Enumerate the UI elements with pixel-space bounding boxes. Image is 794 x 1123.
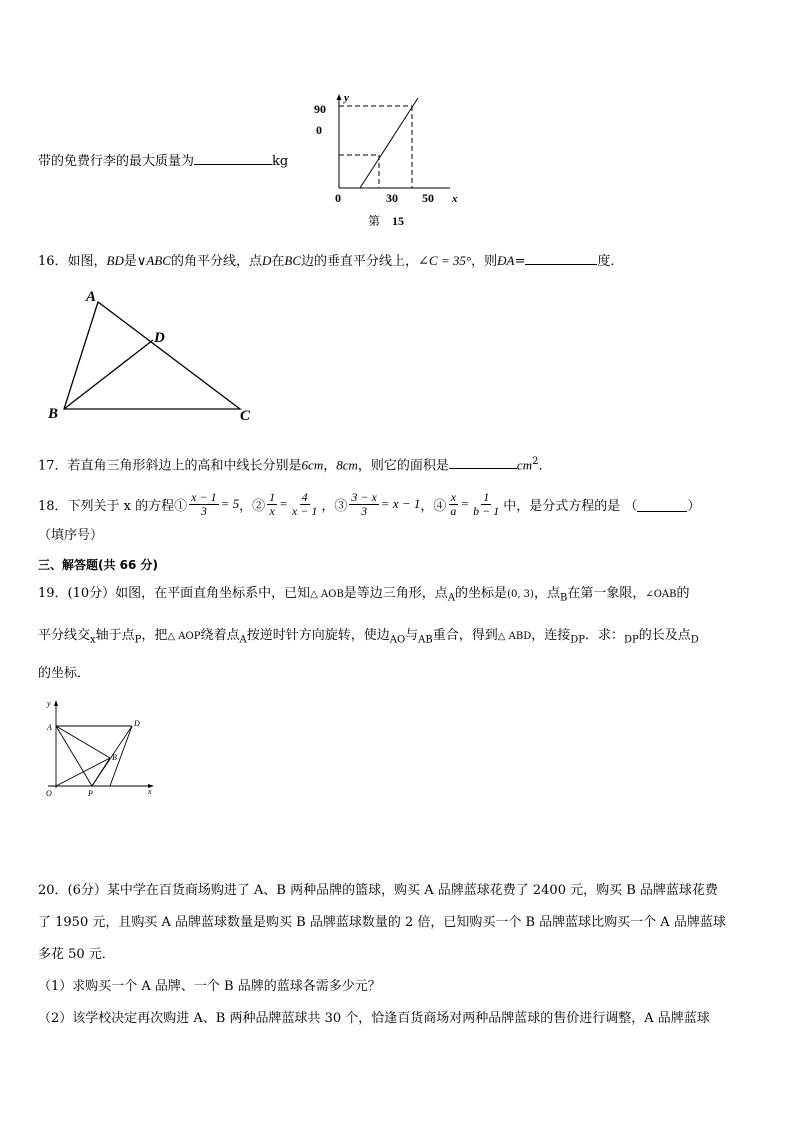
q18-prefix: 18．下列关于 x 的方程① [38,498,188,514]
q18-eq4-rfrac [471,491,501,518]
q19-fig-label-o: O [46,789,52,798]
q16-angle-c: ∠C = 35° [418,253,472,268]
q17-end: ． [538,458,552,474]
q16-t7: 度． [597,254,624,269]
q20-line3: 多花 50 元． [38,947,115,962]
q18-line2: （填序号） [38,528,104,543]
q19-point-d: D [690,634,699,646]
q19-fig-ab [56,726,110,758]
q19-segment-dp2: DP [624,634,639,646]
q15-graph-x-tick-0: 0 [335,191,341,205]
q15-graph-line [360,98,418,188]
q20-part1: （1）求购买一个 A 品牌、一个 B 品牌的蓝球各需多少元？ [38,979,381,994]
q19-l2h: ，连接 [531,628,571,643]
q19-l1a: 19．(10分）如图，在平面直角坐标系中，已知 [38,586,311,601]
q19-l1f: 的 [676,586,690,601]
q19-line2 [38,627,699,650]
q16-label-a: A [86,289,97,305]
q19-triangle-abd: △ ABD [497,631,532,642]
q16-answer-blank [525,250,597,265]
q16-bd: BD [106,253,124,268]
q16-triangle: ∨ABC [136,253,171,268]
q18-m2: ，② [239,498,266,514]
q18-eq1-rhs: = 5 [220,496,240,511]
q16-d: D [262,253,272,268]
q15-text [38,150,288,171]
q18-m4: ，④ [420,498,447,514]
q19-line1 [38,585,690,608]
q20-part2: （2）该学校决定再次购进 A、B 两种品牌蓝球共 30 个，恰逢百货商场对两种品牌蓝球的售价进行调整，A 品牌蓝球 [38,1011,710,1026]
q19-l2c: ，把 [141,628,168,643]
q15-graph-y-tick-90: 90 [314,102,326,116]
q19-l2j: 的长及点 [638,628,691,643]
q16-bc: BC [284,253,302,268]
q19-l2e: 按逆时针方向旋转，使边 [246,628,390,643]
q18-eq2-rfrac [290,491,319,518]
q19-x: x [90,634,96,646]
q20-line1: 20．(6分）某中学在百货商场购进了 A、B 两种品牌的篮球，购买 A 品牌蓝球花费了 2400 元，购买 B 品牌蓝球花费 [38,883,718,898]
q19-point-p: P [134,634,142,646]
q16-figure [40,282,270,432]
q17-sep: ， [323,458,337,474]
q19-fig-y-arrow [54,700,58,706]
q18-eq4-lfrac [448,491,458,518]
q16-triangle-abc [64,302,240,409]
q19-triangle-aob: △ AOB [310,589,344,600]
q19-fig-label-p: P [88,789,93,798]
q16-label-b: B [48,406,59,422]
q16-t6: = [514,254,526,269]
q17-v1: 6cm [301,457,324,473]
q16-text [38,250,623,271]
q18-eq1-fraction [189,491,218,518]
q19-fig-label-b: B [112,753,117,762]
q15-graph-x-label: x [452,193,458,205]
q18-eq2-eq: = [279,496,288,511]
q16-t5: ，则 [471,254,498,269]
q19-line3: 的坐标． [38,666,91,681]
q17-text2: ，则它的面积是 [357,458,449,474]
q15-graph-caption-a: 第 [368,214,381,228]
q16-t2: 的角平分线，点 [170,254,262,269]
q16-segment-bd [64,340,153,409]
q16-label-d: D [154,330,165,346]
q18-eq3-fraction [349,491,378,518]
q15-graph-x-tick-50: 50 [422,191,434,205]
q19-fig-ob [56,758,110,786]
q19-l2b: 轴于点 [95,628,135,643]
q19-l2a: 平分线交 [38,628,91,643]
q15-graph-y-label: y [344,92,349,104]
q19-l2d: 绕着点 [200,628,240,643]
q19-point-a: A [447,592,456,604]
q19-segment-dp: DP [570,634,585,646]
q16-t1: 是 [123,254,137,269]
q16-label-c: C [240,408,251,424]
q17-prefix: 17．若直角三角形斜边上的高和中线长分别是 [38,458,302,474]
q19-l2f: 与 [405,628,419,643]
q19-l1e: 在第一象限， [567,586,646,601]
q19-l2i: ．求： [584,628,624,643]
q19-figure [38,696,163,802]
q18-eq2-lfrac [267,491,277,518]
q17-answer-blank [449,454,517,469]
q15-answer-blank [194,150,272,165]
q19-edge-ao: AO [389,634,406,646]
q18-eq3-num: 3 − x [351,489,377,504]
q19-l2g: 重合，得到 [432,628,498,643]
q18-line [38,484,700,524]
q18-eq3-den: 3 [361,503,368,518]
q19-point-a2: A [239,634,247,646]
q19-fig-label-d: D [134,719,140,728]
q19-fig-label-x: x [148,787,152,796]
q19-point-b: B [559,592,568,604]
q19-fig-label-y: y [47,699,51,708]
q17-v2: 8cm [336,457,358,473]
q18-eq4-lnum: x [450,489,457,504]
q19-l1b: 是等边三角形，点 [343,586,448,601]
q19-l1c: 的坐标是 [455,586,508,601]
q15-graph-x-tick-30: 30 [386,191,398,205]
q15-graph-caption-b: 15 [392,214,404,228]
q18-eq2-lden: x [269,503,275,518]
q19-l1d: ，点 [533,586,560,601]
q19-triangle-aop: △ AOP [167,631,201,642]
q19-coordinate: (0, 3) [507,589,534,600]
q18-eq2-lnum: 1 [269,489,276,504]
q16-t4: 边的垂直平分线上， [301,254,419,269]
q18-suffix: 中，是分式方程的是 （ [503,498,638,514]
q15-graph [310,88,480,232]
q20-line2: 了 1950 元，且购买 A 品牌蓝球数量是购买 B 品牌蓝球数量的 2 倍，已知购买一个 B 品牌蓝球比购买一个 A 品牌蓝球 [38,915,726,930]
q17-unit-exponent: 2 [532,456,539,467]
q15-unit: kg [272,154,289,169]
q18-eq2-rnum: 4 [301,489,308,504]
q18-eq4-rnum: 1 [483,489,490,504]
q18-close: ） [687,498,701,514]
q18-eq2-rden: x − 1 [291,503,318,518]
section-3-heading: 三、解答题(共 66 分) [38,558,159,572]
q16-number: 16．如图， [38,254,107,269]
q15-graph-y-arrow [337,94,342,100]
q19-angle-oab: ∠OAB [645,589,677,600]
q18-eq3-rhs: = x − 1 [380,496,421,511]
q18-answer-blank [637,497,687,512]
q18-eq1-num: x − 1 [191,489,217,504]
q15-graph-y-tick-0: 0 [316,123,322,137]
q18-eq1-den: 3 [200,503,207,518]
q18-eq4-eq: = [460,496,470,511]
q15-prefix: 带的免费行李的最大质量为 [38,154,195,169]
q18-eq4-lden: a [450,503,457,518]
q19-edge-ab: AB [418,634,433,646]
q18-m3: ，③ [321,498,348,514]
q17-text [38,453,551,475]
q18-eq4-rden: b − 1 [473,503,500,518]
q16-t3: 在 [271,254,285,269]
q16-angle-a: ÐA [497,253,515,268]
q19-fig-label-a: A [47,723,52,732]
q17-unit: cm [516,457,533,473]
